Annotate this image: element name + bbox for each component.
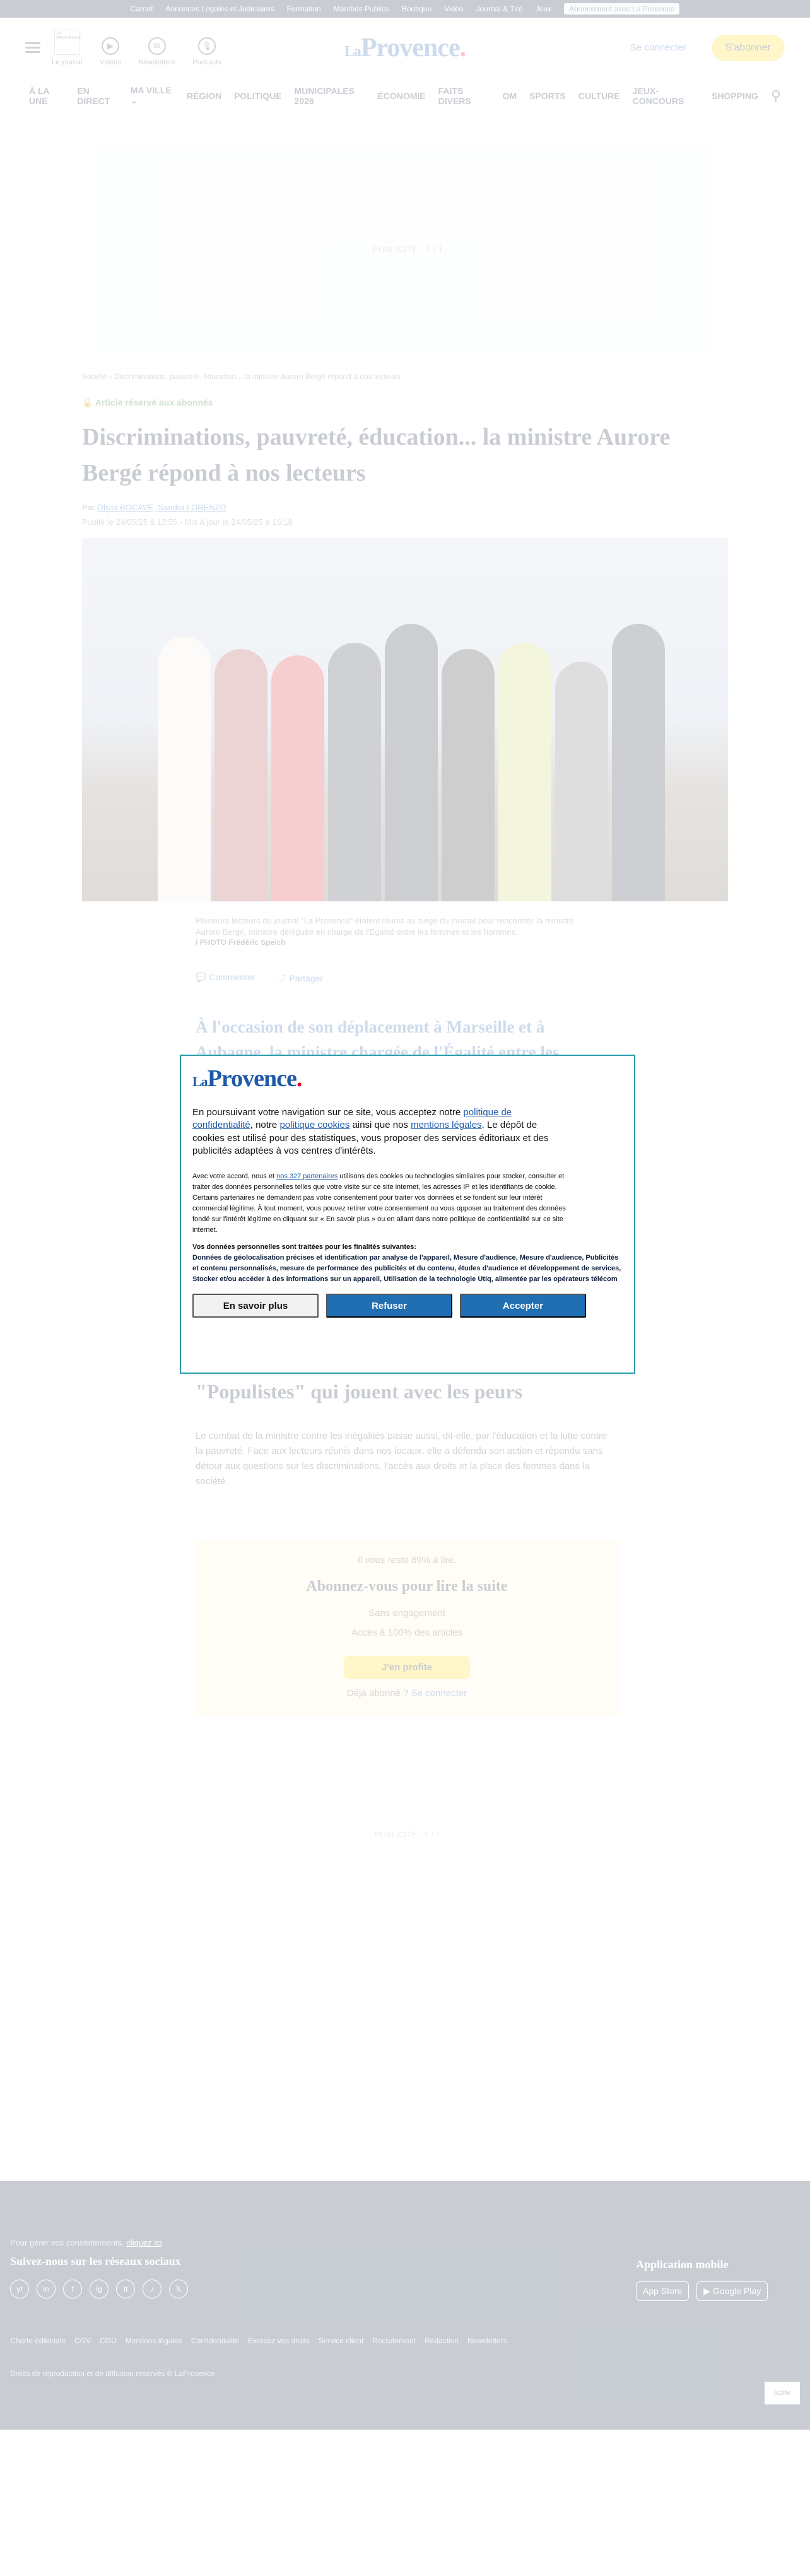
- partners-link[interactable]: nos 327 partenaires: [276, 1173, 338, 1180]
- accept-button[interactable]: Accepter: [460, 1294, 586, 1318]
- consent-modal: [180, 1055, 635, 1374]
- cookie-policy-link[interactable]: politique cookies: [279, 1120, 350, 1131]
- purposes-list: Données de géolocalisation précises et identification par analyse de l'appareil, Mesure d'audience, Mesure d'audience, Publicités et contenu personnalisés, mesure de performance des publicités et du contenu, études d'audience et développement de services, Stocker et/ou accéder à des informations sur un appareil, Utilisation de la technologie Utiq, alimentée par les opérateurs télécom: [192, 1254, 621, 1284]
- refuse-button[interactable]: Refuser: [326, 1294, 452, 1318]
- privacy-policy-link[interactable]: politique de confidentialité: [192, 1107, 512, 1131]
- legal-notice-link[interactable]: mentions légales: [411, 1120, 482, 1131]
- consent-intro: En poursuivant votre navigation sur ce site, vous acceptez notre politique de confidentialité, notre politique cookies ainsi que nos mentions légales. Le dépôt de cookies est utilisé pour des statistiques, vous proposer des services éditoriaux et des publicités adaptées à vos centres d'intérêts.: [192, 1107, 549, 1156]
- consent-purposes: [192, 1242, 623, 1285]
- learn-more-button[interactable]: En savoir plus: [192, 1294, 319, 1318]
- consent-logo: LaProvence.: [192, 1065, 302, 1092]
- consent-buttons: [192, 1294, 623, 1318]
- consent-details: Avec votre accord, nous et nos 327 partenaires utilisons des cookies ou technologies similaires pour stocker, consulter et traiter des données personnelles telles que votre visite sur ce site internet, les adresses IP et les identifiants de cookie. Certains partenaires ne demandent pas votre consentement pour traiter vos données et se fondent sur leur intérêt commercial légitime. À tout moment, vous pouvez retirer votre consentement ou vous opposer au traitement des données fondé sur l'intérêt légitime en cliquant sur « En savoir plus » ou en allant dans notre politique de confidentialité sur ce site internet.: [192, 1173, 566, 1234]
- purposes-heading: Vos données personnelles sont traitées pour les finalités suivantes:: [192, 1243, 416, 1251]
